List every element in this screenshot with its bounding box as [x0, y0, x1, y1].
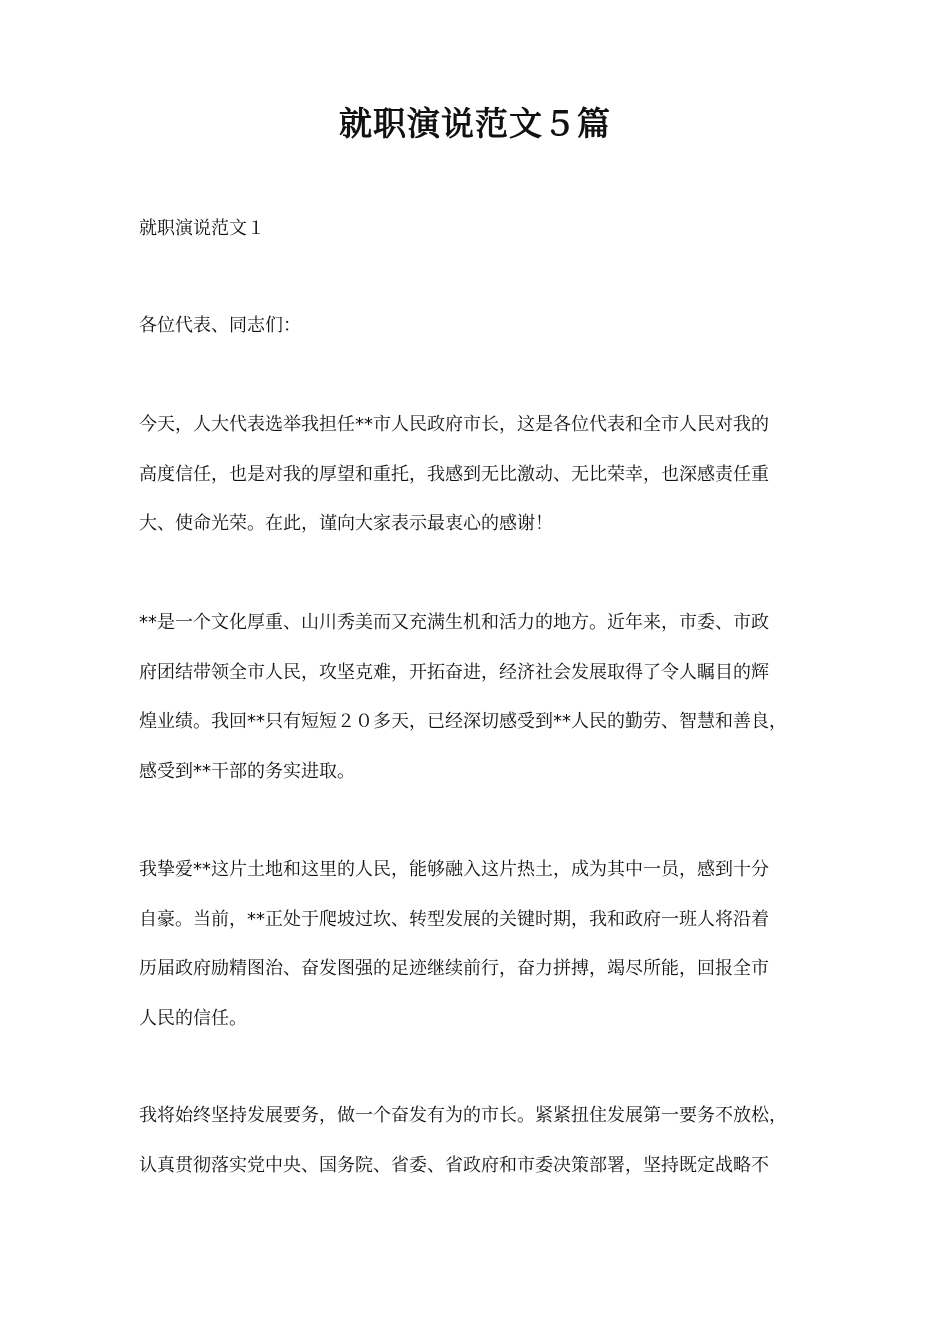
paragraph-line: 我挚爱**这片土地和这里的人民，能够融入这片热土，成为其中一员，感到十分: [139, 859, 769, 880]
paragraph-line: 历届政府励精图治、奋发图强的足迹继续前行，奋力拼搏，竭尽所能，回报全市: [139, 958, 769, 979]
paragraph-line: 高度信任，也是对我的厚望和重托，我感到无比激动、无比荣幸，也深感责任重: [139, 463, 769, 485]
paragraph-4: [139, 1091, 824, 1190]
paragraph-line: 我将始终坚持发展要务，做一个奋发有为的市长。紧紧扭住发展第一要务不放松，: [139, 1105, 787, 1126]
paragraph-line: 自豪。当前，**正处于爬坡过坎、转型发展的关键时期，我和政府一班人将沿着: [139, 908, 769, 930]
paragraph-1: [139, 400, 824, 549]
paragraph-2: [139, 598, 824, 796]
paragraph-line: 大、使命光荣。在此，谨向大家表示最衷心的感谢！: [139, 513, 553, 534]
paragraph-line: 感受到**干部的务实进取。: [139, 760, 355, 782]
paragraph-line: 今天，人大代表选举我担任**市人民政府市长，这是各位代表和全市人民对我的: [139, 414, 769, 435]
document-title: 就职演说范文５篇: [339, 104, 611, 143]
paragraph-line: 煌业绩。我回**只有短短２０多天，已经深切感受到**人民的勤劳、智慧和善良，: [139, 711, 787, 732]
paragraph-3: [139, 845, 824, 1043]
paragraph-line: **是一个文化厚重、山川秀美而又充满生机和活力的地方。近年来，市委、市政: [139, 612, 769, 633]
paragraph-line: 府团结带领全市人民，攻坚克难，开拓奋进，经济社会发展取得了令人瞩目的辉: [139, 661, 769, 683]
salutation: 各位代表、同志们：: [139, 315, 301, 336]
paragraph-line: 认真贯彻落实党中央、国务院、省委、省政府和市委决策部署，坚持既定战略不: [139, 1154, 769, 1176]
section-heading: 就职演说范文１: [139, 218, 265, 239]
paragraph-line: 人民的信任。: [139, 1007, 247, 1029]
